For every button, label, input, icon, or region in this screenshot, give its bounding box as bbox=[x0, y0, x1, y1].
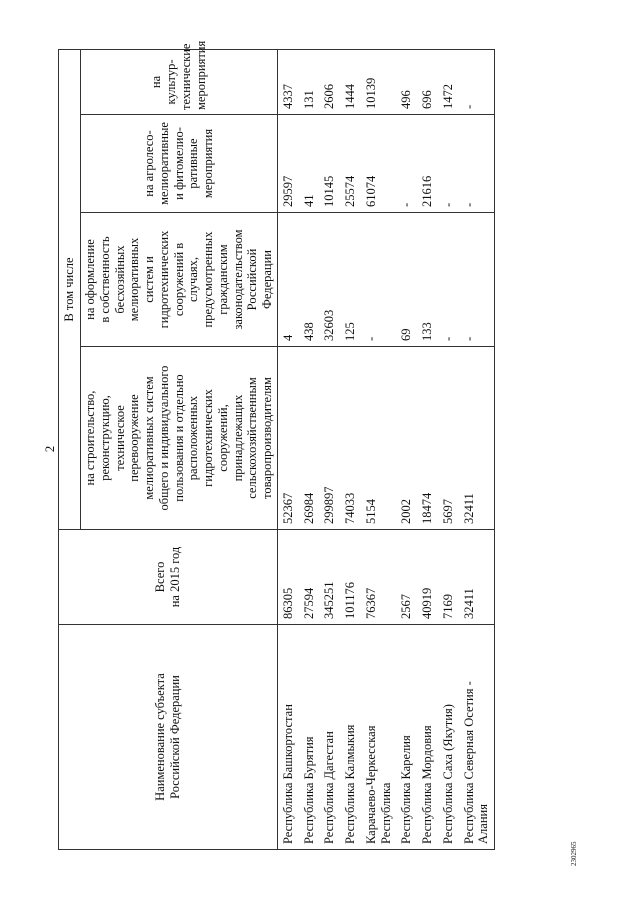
table-row bbox=[277, 50, 298, 850]
document-code: 2302965 bbox=[570, 841, 578, 866]
construction-value: 299897 bbox=[319, 347, 340, 530]
table-row bbox=[361, 50, 397, 850]
total-value: 101176 bbox=[340, 530, 361, 625]
cultural-technical-value: 4337 bbox=[277, 50, 298, 115]
total-value: 40919 bbox=[417, 530, 438, 625]
construction-value: 5697 bbox=[438, 347, 459, 530]
ownership-value: 125 bbox=[340, 213, 361, 347]
construction-value: 5154 bbox=[361, 347, 397, 530]
agroforest-value: 25574 bbox=[340, 115, 361, 213]
cultural-technical-value: 1444 bbox=[340, 50, 361, 115]
region-name: Республика Саха (Якутия) bbox=[438, 625, 459, 850]
total-value: 27594 bbox=[299, 530, 320, 625]
table-row bbox=[459, 50, 495, 850]
table-row bbox=[438, 50, 459, 850]
cultural-technical-value: 1472 bbox=[438, 50, 459, 115]
ownership-value: 133 bbox=[417, 213, 438, 347]
agroforest-value: - bbox=[459, 115, 495, 213]
header-agroforest: на агролесо- мелиоративные и фитомелио- ративные мероприятия bbox=[81, 115, 278, 213]
cultural-technical-value: 131 bbox=[299, 50, 320, 115]
total-value: 86305 bbox=[277, 530, 298, 625]
table-row bbox=[299, 50, 320, 850]
total-value: 7169 bbox=[438, 530, 459, 625]
ownership-value: 69 bbox=[396, 213, 417, 347]
total-value: 32411 bbox=[459, 530, 495, 625]
region-name: Республика Башкортостан bbox=[277, 625, 298, 850]
ownership-value: 32603 bbox=[319, 213, 340, 347]
region-name: Карачаево-Черкесская Республика bbox=[361, 625, 397, 850]
ownership-value: 4 bbox=[277, 213, 298, 347]
region-name: Республика Дагестан bbox=[319, 625, 340, 850]
region-name: Республика Северная Осетия - Алания bbox=[459, 625, 495, 850]
cultural-technical-value: 696 bbox=[417, 50, 438, 115]
table-row bbox=[319, 50, 340, 850]
header-cultural-technical: на культур- технические мероприятия bbox=[81, 50, 278, 115]
construction-value: 26984 bbox=[299, 347, 320, 530]
construction-value: 52367 bbox=[277, 347, 298, 530]
construction-value: 2002 bbox=[396, 347, 417, 530]
page-number: 2 bbox=[42, 445, 57, 453]
agroforest-value: 61074 bbox=[361, 115, 397, 213]
cultural-technical-value: - bbox=[459, 50, 495, 115]
agroforest-value: 41 bbox=[299, 115, 320, 213]
table-row bbox=[396, 50, 417, 850]
construction-value: 32411 bbox=[459, 347, 495, 530]
cultural-technical-value: 2606 bbox=[319, 50, 340, 115]
header-construction: на строительство, реконструкцию, техническое перевооружение мелиоративных систем общего и индивидуального пользования и отдельно расположенных гидротехнических сооружений, принадлежащих сельскохозяйственным товаропроизводителям bbox=[81, 347, 278, 530]
region-name: Республика Калмыкия bbox=[340, 625, 361, 850]
table-row bbox=[417, 50, 438, 850]
header-region: Наименование субъекта Российской Федерации bbox=[59, 625, 278, 850]
agroforest-value: - bbox=[396, 115, 417, 213]
cultural-technical-value: 496 bbox=[396, 50, 417, 115]
agroforest-value: - bbox=[438, 115, 459, 213]
ownership-value: - bbox=[361, 213, 397, 347]
agroforest-value: 10145 bbox=[319, 115, 340, 213]
header-group: В том числе bbox=[59, 50, 81, 530]
construction-value: 18474 bbox=[417, 347, 438, 530]
region-name: Республика Карелия bbox=[396, 625, 417, 850]
construction-value: 74033 bbox=[340, 347, 361, 530]
cultural-technical-value: 10139 bbox=[361, 50, 397, 115]
header-total: Всего на 2015 год bbox=[59, 530, 278, 625]
table-row bbox=[340, 50, 361, 850]
region-name: Республика Мордовия bbox=[417, 625, 438, 850]
ownership-value: - bbox=[459, 213, 495, 347]
total-value: 345251 bbox=[319, 530, 340, 625]
rotated-table-container bbox=[58, 40, 570, 850]
agroforest-value: 21616 bbox=[417, 115, 438, 213]
ownership-value: 438 bbox=[299, 213, 320, 347]
total-value: 2567 bbox=[396, 530, 417, 625]
ownership-value: - bbox=[438, 213, 459, 347]
region-name: Республика Бурятия bbox=[299, 625, 320, 850]
total-value: 76367 bbox=[361, 530, 397, 625]
header-ownership: на оформление в собственность бесхозяйных мелиоративных систем и гидротехнических сооружений в случаях, предусмотренных гражданским законодательством Российской Федерации bbox=[81, 213, 278, 347]
financing-table bbox=[58, 40, 495, 850]
agroforest-value: 29597 bbox=[277, 115, 298, 213]
